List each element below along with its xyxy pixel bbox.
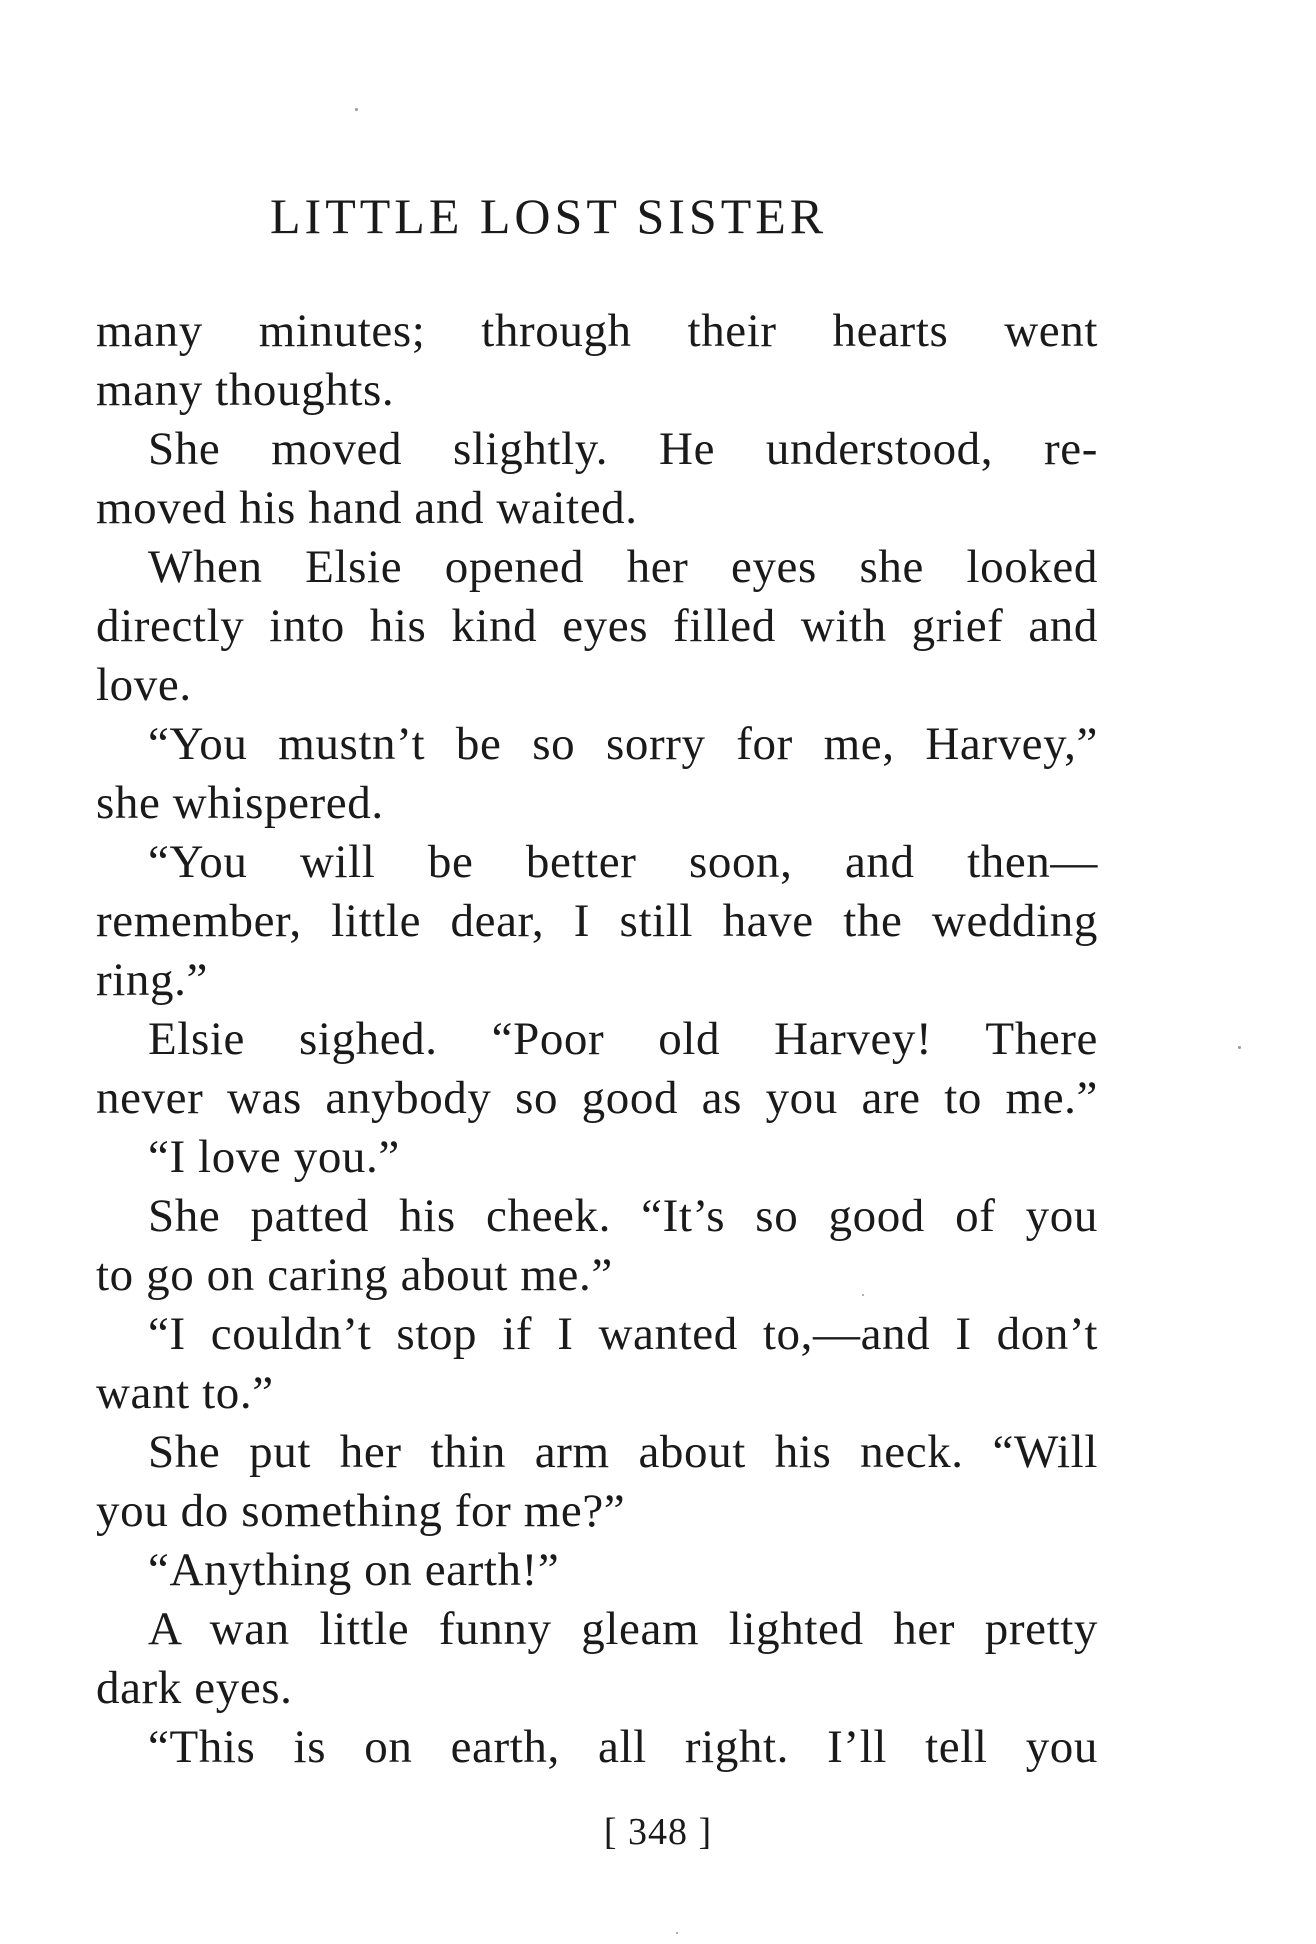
scan-speck xyxy=(862,1294,864,1296)
text-line: moved his hand and waited. xyxy=(96,482,638,534)
scan-speck xyxy=(676,1932,678,1934)
text-line: When Elsie opened her eyes she looked xyxy=(148,541,1098,593)
text-line: remember, little dear, I still have the wedding xyxy=(96,895,1098,947)
scan-speck xyxy=(355,108,358,111)
body-text xyxy=(96,302,1098,1777)
text-line: ring.” xyxy=(96,954,208,1006)
text-line: She patted his cheek. “It’s so good of you xyxy=(148,1190,1098,1242)
text-line: A wan little funny gleam lighted her pretty xyxy=(148,1603,1098,1655)
text-line: “I couldn’t stop if I wanted to,—and I don’t xyxy=(148,1308,1098,1360)
text-line: she whispered. xyxy=(96,777,384,829)
text-line: “I love you.” xyxy=(148,1131,400,1183)
text-line: She moved slightly. He understood, re- xyxy=(148,423,1098,475)
text-line: never was anybody so good as you are to me.” xyxy=(96,1072,1098,1124)
text-line: Elsie sighed. “Poor old Harvey! There xyxy=(148,1013,1098,1065)
text-line: “Anything on earth!” xyxy=(148,1544,560,1596)
running-head: LITTLE LOST SISTER xyxy=(270,188,828,244)
text-line: dark eyes. xyxy=(96,1662,293,1714)
text-line: many minutes; through their hearts went xyxy=(96,305,1098,357)
text-line: want to.” xyxy=(96,1367,274,1419)
text-line: you do something for me?” xyxy=(96,1485,626,1537)
text-line: “This is on earth, all right. I’ll tell you xyxy=(148,1721,1098,1773)
text-line: She put her thin arm about his neck. “Will xyxy=(148,1426,1098,1478)
text-line: many thoughts. xyxy=(96,364,395,416)
text-line: love. xyxy=(96,659,192,711)
text-line: “You mustn’t be so sorry for me, Harvey,” xyxy=(148,718,1098,770)
scan-speck xyxy=(1238,1046,1241,1049)
text-line: directly into his kind eyes filled with grief and xyxy=(96,600,1098,652)
text-line: to go on caring about me.” xyxy=(96,1249,613,1301)
page-number: [ 348 ] xyxy=(603,1811,713,1853)
text-line: “You will be better soon, and then— xyxy=(148,836,1098,888)
